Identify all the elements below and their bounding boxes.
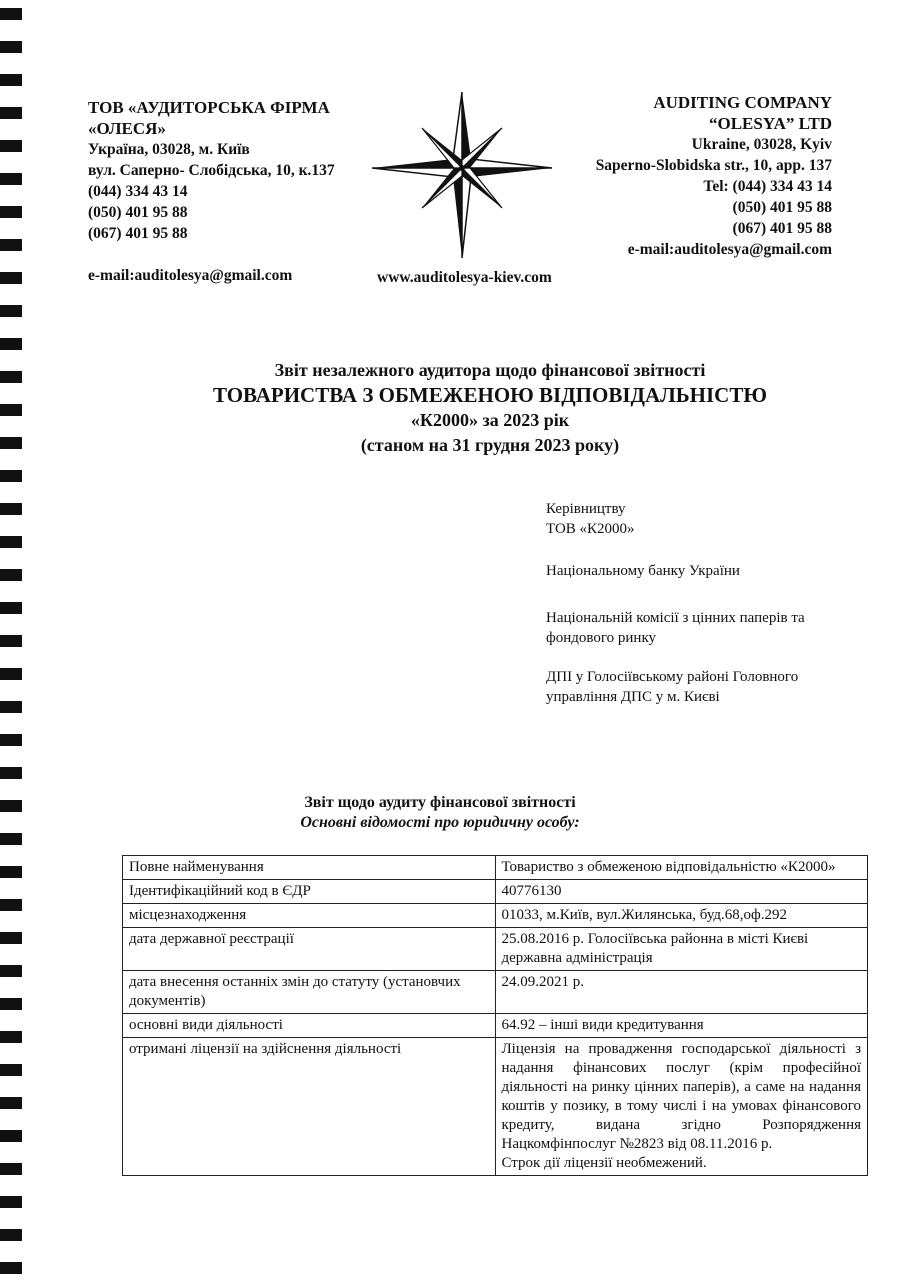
license-term: Строк дії ліцензії необмежений.	[501, 1155, 707, 1171]
row-label: Ідентифікаційний код в ЄДР	[123, 880, 496, 904]
binding-notch	[0, 140, 22, 152]
binding-notch	[0, 1262, 22, 1274]
binding-notch	[0, 536, 22, 548]
row-value: 25.08.2016 р. Голосіївська районна в місті Києві державна адміністрація	[495, 928, 868, 971]
addressee-line: Національній комісії з цінних паперів та	[546, 610, 805, 626]
binding-notch	[0, 503, 22, 515]
binding-notch	[0, 107, 22, 119]
addressee-nkcpfr	[546, 608, 805, 648]
title-line1: Звіт незалежного аудитора щодо фінансової звітності	[274, 360, 706, 380]
addressee-dpi	[546, 667, 798, 707]
row-value: 01033, м.Київ, вул.Жилянська, буд.68,оф.292	[495, 904, 868, 928]
title-line3: «К2000» за 2023 рік	[410, 410, 570, 430]
header-right	[596, 92, 832, 260]
binding-notch	[0, 866, 22, 878]
address-en-line2: Saperno-Slobidska str., 10, app. 137	[595, 157, 832, 174]
binding-notch	[0, 1196, 22, 1208]
binding-notch	[0, 206, 22, 218]
addressee-line: Керівництву	[546, 501, 626, 517]
section-title: Звіт щодо аудиту фінансової звітності	[304, 794, 576, 811]
row-label: дата державної реєстрації	[123, 928, 496, 971]
firm-name-en-line1: AUDITING COMPANY	[653, 93, 832, 112]
addressee-line: фондового ринку	[546, 630, 657, 646]
phone-en-1: Tel: (044) 334 43 14	[703, 178, 832, 195]
row-label: основні види діяльності	[123, 1014, 496, 1038]
binding-notch	[0, 833, 22, 845]
binding-notch	[0, 767, 22, 779]
addressee-line: управління ДПС у м. Києві	[546, 689, 720, 705]
binding-notch	[0, 734, 22, 746]
binding-notch	[0, 1130, 22, 1142]
phone-ua-2: (050) 401 95 88	[88, 204, 188, 221]
binding-notch	[0, 1097, 22, 1109]
binding-notch	[0, 371, 22, 383]
phone-ua-3: (067) 401 95 88	[88, 225, 188, 242]
website-link[interactable]: www.auditolesya-kiev.com	[377, 269, 552, 286]
phone-ua-1: (044) 334 43 14	[88, 183, 188, 200]
phone-en-2: (050) 401 95 88	[732, 199, 832, 216]
email-en: e-mail:auditolesya@gmail.com	[627, 241, 832, 258]
binding-notch	[0, 470, 22, 482]
table-row	[123, 880, 868, 904]
addressee-line: ТОВ «К2000»	[546, 521, 635, 537]
binding-notch	[0, 701, 22, 713]
binding-notch	[0, 404, 22, 416]
table-row	[123, 1038, 868, 1176]
binding-notch	[0, 668, 22, 680]
row-label: дата внесення останніх змін до статуту (установчих документів)	[123, 971, 496, 1014]
firm-name-en-line2: “OLESYA” LTD	[709, 114, 832, 133]
binding-notch	[0, 1229, 22, 1241]
binding-notch	[0, 272, 22, 284]
binding-notch	[0, 1163, 22, 1175]
header-left	[88, 97, 335, 286]
binding-notch	[0, 74, 22, 86]
compass-rose-icon	[370, 92, 555, 262]
row-label: місцезнаходження	[123, 904, 496, 928]
binding-notch	[0, 932, 22, 944]
section-heading	[100, 793, 780, 833]
row-value	[495, 1038, 868, 1176]
firm-name-ua-line1: ТОВ «АУДИТОРСЬКА ФІРМА	[88, 98, 330, 117]
phone-en-3: (067) 401 95 88	[732, 220, 832, 237]
binding-notch	[0, 41, 22, 53]
row-value: 64.92 – інші види кредитування	[495, 1014, 868, 1038]
addressee-nbu	[546, 561, 740, 581]
addressee-management	[546, 499, 635, 539]
row-label: отримані ліцензії на здійснення діяльності	[123, 1038, 496, 1176]
title-line2: ТОВАРИСТВА З ОБМЕЖЕНОЮ ВІДПОВІДАЛЬНІСТЮ	[212, 383, 767, 407]
addressee-line: Національному банку України	[546, 563, 740, 579]
binding-notch	[0, 635, 22, 647]
binding-notch	[0, 8, 22, 20]
license-text: Ліцензія на провадження господарської діяльності з надання фінансових послуг (крім професійної діяльності на ринку цінних паперів), а саме на надання коштів у позику, в тому числі і на умовах фінансового кредиту, видана згідно Розпорядження Нацкомфінпослуг №2823 від 08.11.2016 р.	[501, 1041, 861, 1152]
table-row	[123, 928, 868, 971]
binding-notch	[0, 998, 22, 1010]
addressee-line: ДПІ у Голосіївському районі Головного	[546, 669, 799, 685]
binding-notch	[0, 569, 22, 581]
binding-notch	[0, 965, 22, 977]
title-line4: (станом на 31 грудня 2023 року)	[360, 435, 620, 455]
binding-notch	[0, 173, 22, 185]
binding-notch	[0, 338, 22, 350]
table-row	[123, 971, 868, 1014]
report-title	[150, 358, 830, 458]
address-ua-line2: вул. Саперно- Слобідська, 10, к.137	[88, 162, 335, 179]
binding-notch	[0, 899, 22, 911]
binding-notch	[0, 1064, 22, 1076]
table-row	[123, 856, 868, 880]
table-row	[123, 904, 868, 928]
address-en-line1: Ukraine, 03028, Kyiv	[691, 136, 832, 153]
binding-notch	[0, 800, 22, 812]
spiral-binding	[0, 0, 34, 1280]
binding-notch	[0, 602, 22, 614]
entity-info-table	[122, 855, 868, 1176]
email-ua: e-mail:auditolesya@gmail.com	[88, 267, 293, 284]
row-label: Повне найменування	[123, 856, 496, 880]
firm-name-ua-line2: «ОЛЕСЯ»	[88, 119, 166, 138]
binding-notch	[0, 305, 22, 317]
address-ua-line1: Україна, 03028, м. Київ	[88, 141, 250, 158]
row-value: Товариство з обмеженою відповідальністю «К2000»	[495, 856, 868, 880]
binding-notch	[0, 1031, 22, 1043]
binding-notch	[0, 437, 22, 449]
table-row	[123, 1014, 868, 1038]
binding-notch	[0, 239, 22, 251]
row-value: 40776130	[495, 880, 868, 904]
row-value: 24.09.2021 р.	[495, 971, 868, 1014]
section-subtitle: Основні відомості про юридичну особу:	[300, 814, 580, 831]
